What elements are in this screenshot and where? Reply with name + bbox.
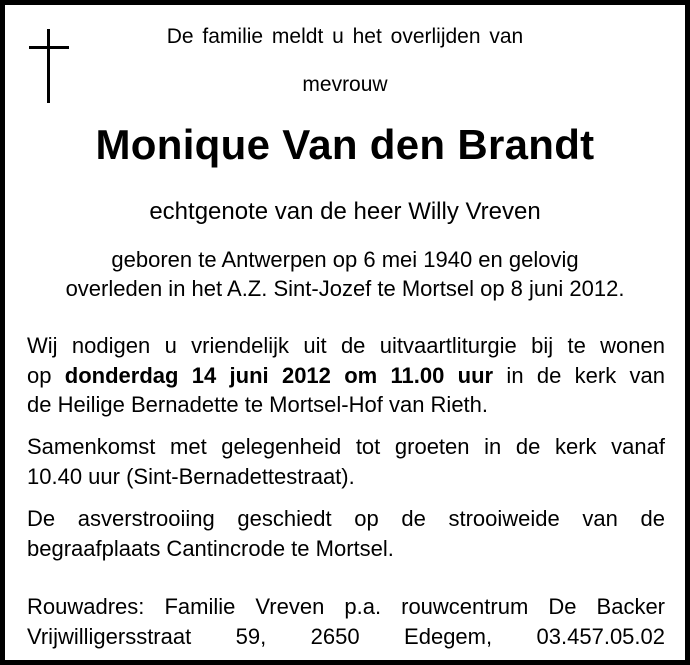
funeral-paragraph	[27, 331, 665, 420]
death-line: overleden in het A.Z. Sint-Jozef te Mortsel op 8 juni 2012.	[65, 276, 625, 301]
title-prefix: mevrouw	[302, 73, 388, 96]
ashes-line-2: begraafplaats Cantincrode te Mortsel.	[27, 535, 394, 561]
address-line-1: Rouwadres: Familie Vreven p.a. rouwcentrum De Backer	[27, 594, 665, 619]
intro-text: De familie meldt u het overlijden van	[166, 25, 524, 48]
funeral-line-2	[27, 361, 665, 391]
funeral-line-2-pre: op	[27, 362, 65, 388]
gathering-line-1: Samenkomst met gelegenheid tot groeten in de kerk vanaf	[27, 434, 665, 459]
funeral-line-2-post: in de kerk van	[493, 362, 665, 388]
birth-line: geboren te Antwerpen op 6 mei 1940 en gelovig	[111, 247, 579, 272]
gathering-paragraph	[27, 432, 665, 491]
address-paragraph	[27, 592, 665, 651]
gathering-line-2: 10.40 uur (Sint-Bernadettestraat).	[27, 463, 355, 489]
dates-block	[5, 245, 685, 303]
ashes-paragraph	[27, 504, 665, 563]
address-line-2: Vrijwilligersstraat 59, 2650 Edegem, 03.457.05.02	[27, 623, 665, 649]
funeral-date-time: donderdag 14 juni 2012 om 11.00 uur	[64, 362, 494, 388]
deceased-name: Monique Van den Brandt	[95, 121, 595, 168]
funeral-line-1: Wij nodigen u vriendelijk uit de uitvaartliturgie bij te wonen	[27, 333, 665, 358]
ashes-line-1: De asverstrooiing geschiedt op de strooiweide van de	[27, 506, 665, 531]
funeral-line-3: de Heilige Bernadette te Mortsel-Hof van Rieth.	[27, 392, 489, 417]
spouse-line: echtgenote van de heer Willy Vreven	[149, 198, 541, 225]
